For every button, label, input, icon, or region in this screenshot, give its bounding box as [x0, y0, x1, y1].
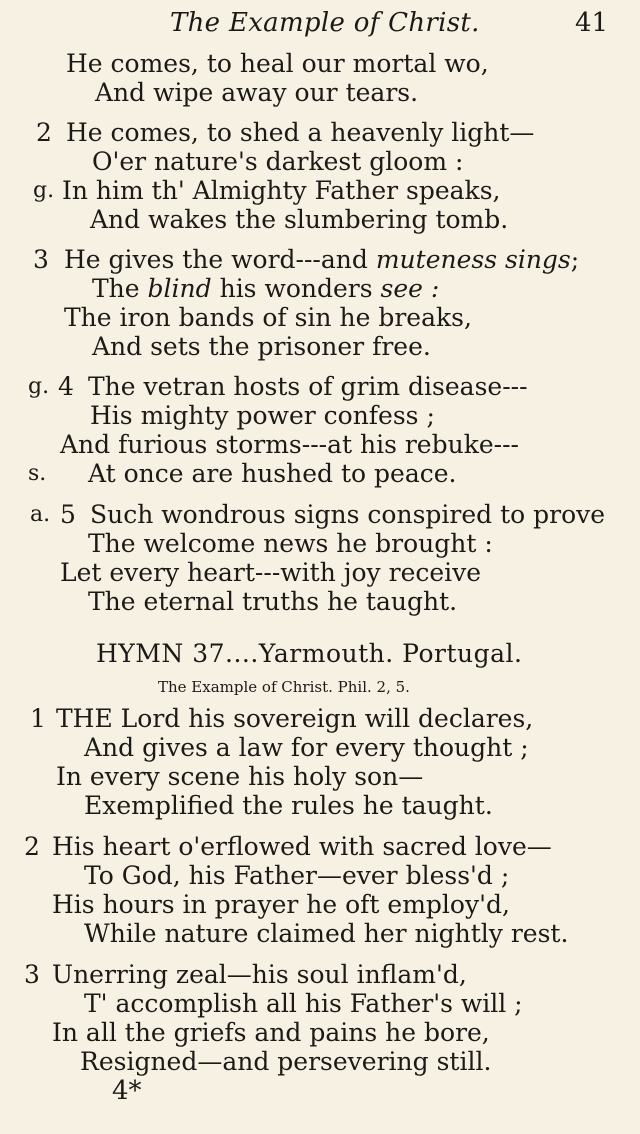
- verse-text: ;: [570, 245, 580, 274]
- verse-line: The eternal truths he taught.: [88, 587, 458, 616]
- verse-line: At once are hushed to peace.: [88, 459, 457, 488]
- verse-text: his wonders: [211, 274, 381, 303]
- verse-line: T' accomplish all his Father's will ;: [84, 989, 523, 1018]
- verse-line: THE Lord his sovereign will declares,: [56, 704, 534, 733]
- verse-line: The welcome news he brought :: [88, 529, 493, 558]
- stanza-number: 1: [30, 704, 46, 733]
- verse-line: Let every heart---with joy receive: [60, 558, 482, 587]
- stanza-number: 4: [58, 372, 74, 401]
- verse-line: [92, 274, 439, 304]
- verse-line: To God, his Father—ever bless'd ;: [84, 861, 510, 890]
- verse-italic-text: see :: [380, 274, 440, 303]
- stanza-number: 3: [24, 960, 40, 989]
- verse-line: His hours in prayer he oft employ'd,: [52, 890, 510, 919]
- verse-line: He comes, to shed a heavenly light—: [66, 118, 535, 147]
- verse-italic-text: muteness sings: [375, 245, 571, 274]
- verse-line: Exemplified the rules he taught.: [84, 791, 493, 820]
- verse-line: His mighty power confess ;: [90, 401, 435, 430]
- verse-line: While nature claimed her nightly rest.: [84, 919, 569, 948]
- stanza-number: 5: [60, 500, 76, 529]
- verse-line: He comes, to heal our mortal wo,: [66, 49, 489, 78]
- dynamic-mark: g.: [28, 374, 50, 399]
- verse-line: And sets the prisoner free.: [92, 332, 431, 361]
- verse-line: In all the griefs and pains he bore,: [52, 1018, 490, 1047]
- stanza-number: 2: [36, 118, 52, 147]
- verse-line: In every scene his holy son—: [56, 762, 424, 791]
- signature-mark: 4*: [112, 1076, 142, 1106]
- verse-line: The iron bands of sin he breaks,: [64, 303, 472, 332]
- dynamic-mark: a.: [30, 502, 51, 527]
- verse-line: O'er nature's darkest gloom :: [92, 147, 464, 176]
- verse-text: The: [92, 274, 148, 303]
- dynamic-mark: g.: [33, 178, 55, 203]
- page-number: 41: [575, 8, 609, 38]
- verse-line: Such wondrous signs conspired to prove: [90, 500, 606, 529]
- verse-line: Resigned—and persevering still.: [80, 1047, 492, 1076]
- verse-line: And wakes the slumbering tomb.: [90, 205, 509, 234]
- hymn-title: HYMN 37....Yarmouth. Portugal.: [96, 639, 523, 668]
- stanza-number: 2: [24, 832, 40, 861]
- verse-line: And furious storms---at his rebuke---: [60, 430, 519, 459]
- verse-line: Unerring zeal—his soul inflam'd,: [52, 960, 467, 989]
- verse-line: And wipe away our tears.: [95, 78, 419, 107]
- stanza-number: 3: [33, 245, 49, 274]
- verse-line: And gives a law for every thought ;: [84, 733, 529, 762]
- verse-italic-text: blind: [147, 274, 212, 303]
- verse-line: His heart o'erflowed with sacred love—: [52, 832, 552, 861]
- verse-line: [64, 245, 579, 275]
- verse-text: He gives the word---and: [64, 245, 376, 274]
- hymn-subtitle: The Example of Christ. Phil. 2, 5.: [158, 678, 410, 696]
- dynamic-mark: s.: [28, 461, 47, 486]
- running-head-title: The Example of Christ.: [170, 8, 480, 38]
- verse-line: The vetran hosts of grim disease---: [88, 372, 528, 401]
- verse-line: In him th' Almighty Father speaks,: [62, 176, 501, 205]
